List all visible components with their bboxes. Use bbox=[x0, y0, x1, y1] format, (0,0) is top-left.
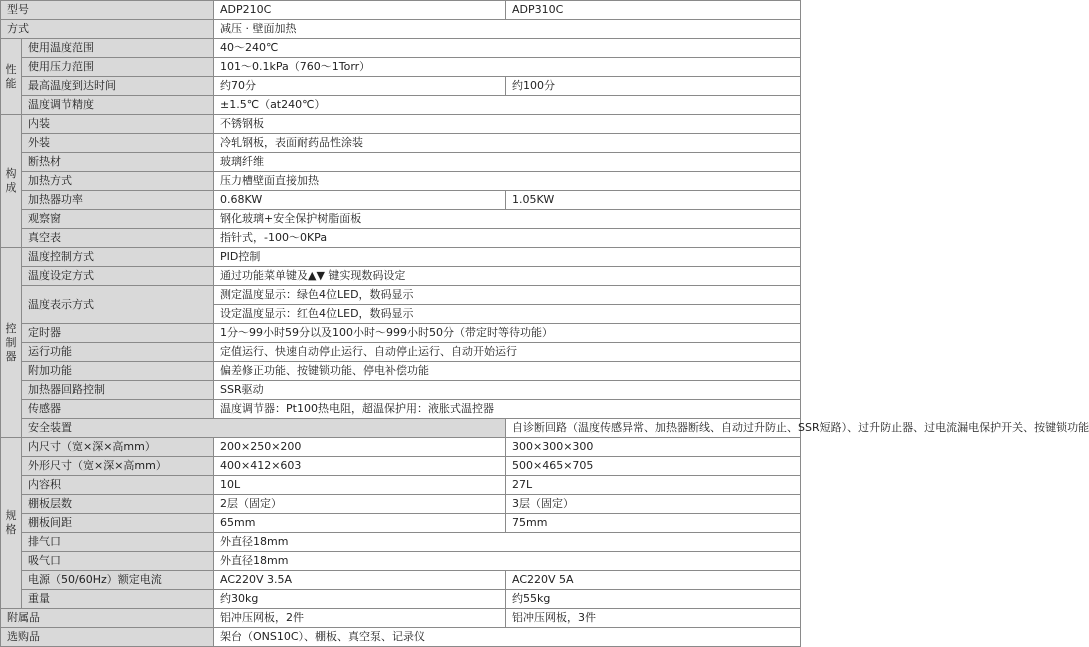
header-row bbox=[1, 1, 801, 20]
row-value-pressure-range: 101～0.1kPa（760～1Torr） bbox=[214, 58, 801, 77]
table-row bbox=[1, 77, 801, 96]
table-row bbox=[1, 191, 801, 210]
table-row bbox=[1, 324, 801, 343]
row-value-inner-size-210: 200×250×200 bbox=[214, 438, 506, 457]
row-value-interior: 不锈钢板 bbox=[214, 115, 801, 134]
row-label-shelf-count: 棚板层数 bbox=[22, 495, 214, 514]
table-row bbox=[1, 457, 801, 476]
row-label-intake: 吸气口 bbox=[22, 552, 214, 571]
row-value-extra-function: 偏差修正功能、按键锁功能、停电补偿功能 bbox=[214, 362, 801, 381]
row-label-heating-method: 加热方式 bbox=[22, 172, 214, 191]
row-value-temp-control: PID控制 bbox=[214, 248, 801, 267]
model-adp310c: ADP310C bbox=[506, 1, 801, 20]
table-row bbox=[1, 476, 801, 495]
table-row bbox=[1, 438, 801, 457]
table-row bbox=[1, 286, 801, 305]
group-label-controller: 控制器 bbox=[1, 248, 22, 438]
row-value-vacuum-gauge: 指针式，-100～0KPa bbox=[214, 229, 801, 248]
row-label-temp-control: 温度控制方式 bbox=[22, 248, 214, 267]
row-value-intake: 外直径18mm bbox=[214, 552, 801, 571]
row-value-insulation: 玻璃纤维 bbox=[214, 153, 801, 172]
row-value-method: 减压 · 壁面加热 bbox=[214, 20, 801, 39]
row-label-temp-setting: 温度设定方式 bbox=[22, 267, 214, 286]
row-label-insulation: 断热材 bbox=[22, 153, 214, 172]
row-value-timer: 1分～99小时59分以及100小时～999小时50分（带定时等待功能） bbox=[214, 324, 801, 343]
row-value-heater-circuit: SSR驱动 bbox=[214, 381, 801, 400]
row-label-max-temp-time: 最高温度到达时间 bbox=[22, 77, 214, 96]
row-label-temp-precision: 温度调节精度 bbox=[22, 96, 214, 115]
group-label-specs: 规格 bbox=[1, 438, 22, 609]
row-label-safety: 安全装置 bbox=[22, 419, 506, 438]
row-label-heater-circuit: 加热器回路控制 bbox=[22, 381, 214, 400]
row-label-temp-display: 温度表示方式 bbox=[22, 286, 214, 324]
row-label-options: 选购品 bbox=[1, 628, 214, 647]
table-row bbox=[1, 172, 801, 191]
table-row bbox=[1, 20, 801, 39]
group-label-performance: 性能 bbox=[1, 39, 22, 115]
row-label-weight: 重量 bbox=[22, 590, 214, 609]
row-value-heater-power-210: 0.68KW bbox=[214, 191, 506, 210]
row-value-temp-range: 40～240℃ bbox=[214, 39, 801, 58]
row-value-power-310: AC220V 5A bbox=[506, 571, 801, 590]
row-value-heater-power-310: 1.05KW bbox=[506, 191, 801, 210]
table-row bbox=[1, 495, 801, 514]
row-value-max-temp-time-310: 约100分 bbox=[506, 77, 801, 96]
row-label-exterior: 外装 bbox=[22, 134, 214, 153]
row-label-sensor: 传感器 bbox=[22, 400, 214, 419]
row-label-timer: 定时器 bbox=[22, 324, 214, 343]
row-value-shelf-count-210: 2层（固定） bbox=[214, 495, 506, 514]
table-row bbox=[1, 552, 801, 571]
row-value-accessories-210: 铝冲压网板，2件 bbox=[214, 609, 506, 628]
row-label-interior: 内装 bbox=[22, 115, 214, 134]
row-value-window: 钢化玻璃+安全保护树脂面板 bbox=[214, 210, 801, 229]
row-value-weight-310: 约55kg bbox=[506, 590, 801, 609]
model-adp210c: ADP210C bbox=[214, 1, 506, 20]
group-label-construction: 构成 bbox=[1, 115, 22, 248]
row-value-volume-310: 27L bbox=[506, 476, 801, 495]
table-row bbox=[1, 362, 801, 381]
row-value-temp-precision: ±1.5℃（at240℃） bbox=[214, 96, 801, 115]
row-label-volume: 内容积 bbox=[22, 476, 214, 495]
table-row bbox=[1, 267, 801, 286]
row-value-power-210: AC220V 3.5A bbox=[214, 571, 506, 590]
row-value-shelf-spacing-310: 75mm bbox=[506, 514, 801, 533]
row-value-heating-method: 压力槽壁面直接加热 bbox=[214, 172, 801, 191]
table-row bbox=[1, 134, 801, 153]
table-row bbox=[1, 58, 801, 77]
row-value-temp-display-setpoint: 设定温度显示：红色4位LED，数码显示 bbox=[214, 305, 801, 324]
row-label-method: 方式 bbox=[1, 20, 214, 39]
row-label-temp-range: 使用温度范围 bbox=[22, 39, 214, 58]
row-label-extra-function: 附加功能 bbox=[22, 362, 214, 381]
model-header-label: 型号 bbox=[1, 1, 214, 20]
table-row bbox=[1, 571, 801, 590]
row-value-shelf-spacing-210: 65mm bbox=[214, 514, 506, 533]
row-value-safety: 自诊断回路（温度传感异常、加热器断线、自动过升防止、SSR短路）、过升防止器、过电流漏电保护开关、按键锁功能 bbox=[506, 419, 801, 438]
row-label-run-function: 运行功能 bbox=[22, 343, 214, 362]
table-row bbox=[1, 381, 801, 400]
row-value-accessories-310: 铝冲压网板，3件 bbox=[506, 609, 801, 628]
table-row bbox=[1, 514, 801, 533]
row-value-max-temp-time-210: 约70分 bbox=[214, 77, 506, 96]
table-row bbox=[1, 96, 801, 115]
row-label-accessories: 附属品 bbox=[1, 609, 214, 628]
row-value-exterior: 冷轧钢板，表面耐药品性涂装 bbox=[214, 134, 801, 153]
table-row bbox=[1, 229, 801, 248]
row-value-run-function: 定值运行、快速自动停止运行、自动停止运行、自动开始运行 bbox=[214, 343, 801, 362]
row-label-vacuum-gauge: 真空表 bbox=[22, 229, 214, 248]
row-label-pressure-range: 使用压力范围 bbox=[22, 58, 214, 77]
row-label-inner-size: 内尺寸（宽×深×高mm） bbox=[22, 438, 214, 457]
row-value-outer-size-210: 400×412×603 bbox=[214, 457, 506, 476]
table-row bbox=[1, 210, 801, 229]
table-row bbox=[1, 590, 801, 609]
table-row bbox=[1, 39, 801, 58]
row-label-exhaust: 排气口 bbox=[22, 533, 214, 552]
row-value-weight-210: 约30kg bbox=[214, 590, 506, 609]
table-row bbox=[1, 115, 801, 134]
row-label-outer-size: 外形尺寸（宽×深×高mm） bbox=[22, 457, 214, 476]
row-label-window: 观察窗 bbox=[22, 210, 214, 229]
table-row bbox=[1, 248, 801, 267]
row-value-temp-display-measured: 测定温度显示：绿色4位LED，数码显示 bbox=[214, 286, 801, 305]
table-row bbox=[1, 609, 801, 628]
table-row bbox=[1, 419, 801, 438]
row-value-sensor: 温度调节器：Pt100热电阻，超温保护用：液胀式温控器 bbox=[214, 400, 801, 419]
row-value-temp-setting: 通过功能菜单键及▲▼ 键实现数码设定 bbox=[214, 267, 801, 286]
table-row bbox=[1, 153, 801, 172]
row-value-volume-210: 10L bbox=[214, 476, 506, 495]
table-row bbox=[1, 400, 801, 419]
row-value-exhaust: 外直径18mm bbox=[214, 533, 801, 552]
row-label-shelf-spacing: 棚板间距 bbox=[22, 514, 214, 533]
row-label-power: 电源（50/60Hz）额定电流 bbox=[22, 571, 214, 590]
row-label-heater-power: 加热器功率 bbox=[22, 191, 214, 210]
row-value-inner-size-310: 300×300×300 bbox=[506, 438, 801, 457]
table-row bbox=[1, 533, 801, 552]
table-row bbox=[1, 343, 801, 362]
row-value-shelf-count-310: 3层（固定） bbox=[506, 495, 801, 514]
row-value-options: 架台（ONS10C）、棚板、真空泵、记录仪 bbox=[214, 628, 801, 647]
table-row bbox=[1, 628, 801, 647]
row-value-outer-size-310: 500×465×705 bbox=[506, 457, 801, 476]
